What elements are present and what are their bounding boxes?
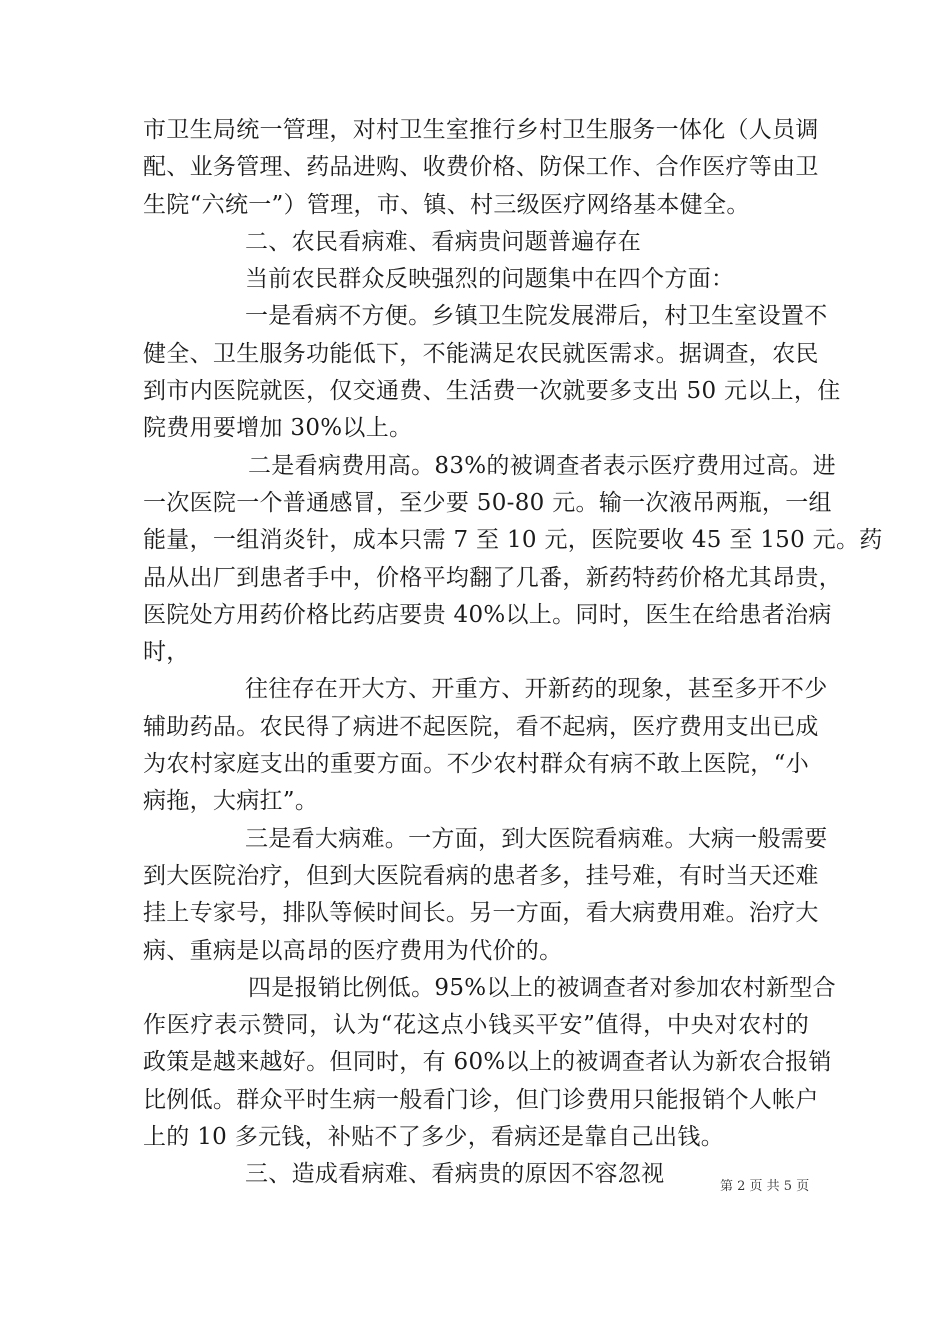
text-line: 三是看大病难。一方面，到大医院看病难。大病一般需要: [245, 825, 828, 852]
text-line: 往往存在开大方、开重方、开新药的现象，甚至多开不少: [245, 676, 828, 703]
text-line: 当前农民群众反映强烈的问题集中在四个方面：: [245, 266, 735, 293]
text-line: 病、重病是以高昂的医疗费用为代价的。: [143, 937, 563, 964]
text-line: 挂上专家号，排队等候时间长。另一方面，看大病费用难。治疗大: [143, 900, 819, 927]
text-line: 一次医院一个普通感冒，至少要 50-80 元。输一次液吊两瓶，一组: [143, 489, 832, 516]
text-line: 一是看病不方便。乡镇卫生院发展滞后，村卫生室设置不: [245, 303, 828, 330]
text-line: 院费用要增加 30%以上。: [143, 415, 413, 442]
text-line: 市卫生局统一管理，对村卫生室推行乡村卫生服务一体化（人员调: [143, 117, 819, 143]
text-line: 上的 10 多元钱，补贴不了多少，看病还是靠自己出钱。: [143, 1124, 724, 1151]
text-line: 比例低。群众平时生病一般看门诊，但门诊费用只能报销个人帐户: [143, 1086, 819, 1113]
document-body: [143, 112, 883, 1194]
text-line: 医院处方用药价格比药店要贵 40%以上。同时，医生在给患者治病: [143, 601, 832, 628]
text-line: 生院“六统一”）管理，市、镇、村三级医疗网络基本健全。: [143, 191, 750, 218]
text-line: 到市内医院就医，仅交通费、生活费一次就要多支出 50 元以上，住: [143, 378, 841, 405]
section-heading: 二、农民看病难、看病贵问题普遍存在: [245, 228, 642, 255]
text-line: 时，: [143, 639, 190, 666]
text-line: 二是看病费用高。83%的被调查者表示医疗费用过高。进: [248, 452, 836, 479]
text-line: 辅助药品。农民得了病进不起医院，看不起病，医疗费用支出已成: [143, 713, 819, 740]
text-line: 病拖，大病扛”。: [143, 788, 319, 815]
text-line: 健全、卫生服务功能低下，不能满足农民就医需求。据调查，农民: [143, 340, 819, 367]
text-line: 到大医院治疗，但到大医院看病的患者多，挂号难，有时当天还难: [143, 862, 819, 889]
text-line: 为农村家庭支出的重要方面。不少农村群众有病不敢上医院，“小: [143, 751, 809, 778]
section-heading: 三、造成看病难、看病贵的原因不容忽视: [245, 1161, 665, 1188]
text-line: 政策是越来越好。但同时，有 60%以上的被调查者认为新农合报销: [143, 1049, 832, 1076]
text-line: 四是报销比例低。95%以上的被调查者对参加农村新型合: [248, 974, 836, 1001]
text-line: 配、业务管理、药品进购、收费价格、防保工作、合作医疗等由卫: [143, 154, 819, 181]
text-line: 作医疗表示赞同，认为“花这点小钱买平安”值得，中央对农村的: [143, 1012, 809, 1039]
text-line: 能量，一组消炎针，成本只需 7 至 10 元，医院要收 45 至 150 元。药: [143, 527, 883, 554]
page-number: 第 2 页 共 5 页: [720, 1179, 810, 1194]
text-line: 品从出厂到患者手中，价格平均翻了几番，新药特药价格尤其昂贵，: [143, 564, 842, 591]
